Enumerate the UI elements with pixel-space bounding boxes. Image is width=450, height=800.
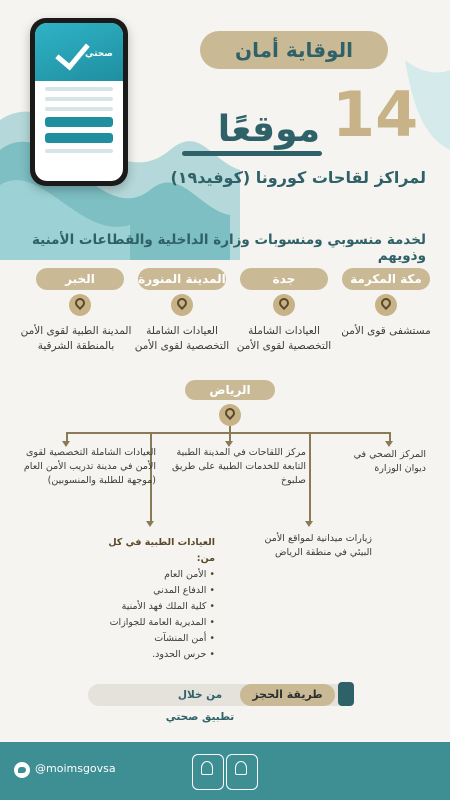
arrow-down-icon xyxy=(385,441,393,447)
smartphone-icon xyxy=(338,682,354,706)
list-item: • كلية الملك فهد الأمنية xyxy=(100,599,215,615)
booking-text: من خلال تطبيق صحتي xyxy=(165,689,235,723)
service-statement: لخدمة منسوبي ومنسوبات وزارة الداخلية والقطاعات الأمنية وذويهم xyxy=(31,232,426,264)
list-item: • الدفاع المدني xyxy=(100,583,215,599)
phone-screen xyxy=(35,23,123,181)
underline xyxy=(182,151,322,156)
screen-line xyxy=(45,149,113,153)
city-desc-khobar: المدينة الطبية لقوى الأمن بالمنطقة الشرقية xyxy=(20,325,132,352)
location-pin-icon xyxy=(69,294,91,316)
ministry-logo-icon xyxy=(226,754,258,790)
screen-line xyxy=(45,87,113,91)
screen-button xyxy=(45,117,113,127)
connector xyxy=(66,432,390,434)
app-header xyxy=(35,23,123,81)
riyadh-branch-training-city: العيادات الشاملة التخصصية لقوى الأمن في مدينة تدريب الأمن العام (موجهة للطلبة والمنسوبين) xyxy=(23,447,156,486)
twitter-icon[interactable] xyxy=(14,762,30,778)
arrow-down-icon xyxy=(305,521,313,527)
list-item: • حرس الحدود. xyxy=(100,647,215,663)
city-pill-madinah: المدينة المنورة xyxy=(138,268,226,290)
clinics-title: العيادات الطبية في كل من: xyxy=(108,537,215,564)
list-item: • الأمن العام xyxy=(100,567,215,583)
clinics-list xyxy=(100,535,215,663)
list-item: • المديرية العامة للجوازات xyxy=(100,615,215,631)
city-desc-madinah: العيادات الشاملة التخصصية لقوى الأمن xyxy=(134,325,230,352)
riyadh-field-visits: زيارات ميدانية لمواقع الأمن البيئي في منطقة الرياض xyxy=(264,533,372,558)
phone-mockup xyxy=(30,18,128,186)
emblem-icon xyxy=(192,754,224,790)
city-pill-khobar: الخبر xyxy=(36,268,124,290)
app-name: صحتي xyxy=(85,49,113,59)
location-pin-icon xyxy=(375,294,397,316)
page-title: الوقاية أمان xyxy=(200,31,388,69)
arrow-down-icon xyxy=(146,521,154,527)
list-item: • أمن المنشآت xyxy=(100,631,215,647)
riyadh-branch-ministry: المركز الصحي في ديوان الوزارة xyxy=(353,449,426,474)
screen-line xyxy=(45,97,113,101)
city-pill-makkah: مكة المكرمة xyxy=(342,268,430,290)
city-desc-makkah: مستشفى قوى الأمن xyxy=(341,325,431,337)
subtitle: لمراكز لقاحات كورونا (كوفيد١٩) xyxy=(170,168,426,187)
social-handle[interactable]: @moimsgovsa xyxy=(35,762,116,775)
connector xyxy=(309,432,311,522)
sites-word: موقعًا xyxy=(217,109,320,150)
screen-line xyxy=(45,107,113,111)
city-pill-riyadh: الرياض xyxy=(185,380,275,400)
sites-count: 14 xyxy=(332,78,419,151)
city-pill-jeddah: جدة xyxy=(240,268,328,290)
location-pin-icon xyxy=(273,294,295,316)
screen-button xyxy=(45,133,113,143)
location-pin-icon xyxy=(219,404,241,426)
riyadh-branch-vaccine-center: مركز اللقاحات في المدينة الطبية التابعة للخدمات الطبية على طريق صلبوخ xyxy=(171,447,306,486)
city-desc-jeddah: العيادات الشاملة التخصصية لقوى الأمن xyxy=(236,325,332,352)
booking-label: طريقة الحجز xyxy=(240,684,335,706)
location-pin-icon xyxy=(171,294,193,316)
